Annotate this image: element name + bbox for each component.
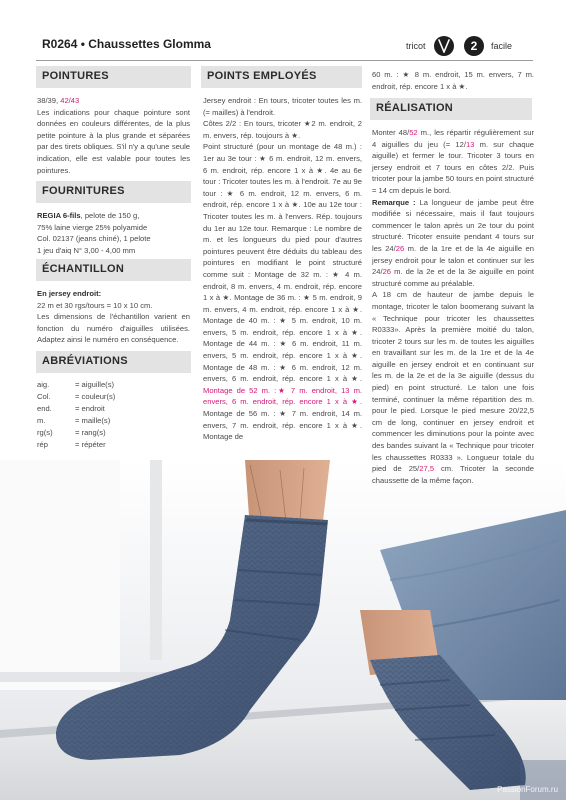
- talon-size: 27,5: [419, 464, 435, 474]
- fournitures-text: [37, 210, 197, 256]
- abbr-value: = couleur(s): [75, 392, 116, 401]
- abbr-key: rg(s): [37, 428, 53, 437]
- pattern-name: Chaussettes Glomma: [88, 37, 211, 51]
- abbr-key: m.: [37, 416, 46, 425]
- yarn-color: Col. 02137 (jeans chiné), 1 pelote: [37, 234, 151, 244]
- jersey-endroit-text: Jersey endroit : En tours, tricoter toutes les m. (= mailles) à l'endroit.: [203, 96, 362, 117]
- realisation-p1-end: m. sur chaque aiguille) et fermer le tour. Tricoter 3 tours en jersey endroit et 7 tours en côtes 2/2. Puis tricoter pour la jambe 50 tours en point structuré = 14 cm depuis le bord.: [372, 139, 534, 195]
- realisation-p1-size: 52: [409, 128, 418, 137]
- realisation-heading: RÉALISATION: [376, 102, 454, 114]
- pointures-text: [37, 95, 190, 176]
- yarn-name: REGIA 6-fils: [37, 211, 81, 220]
- knitting-needles-icon: [434, 36, 454, 56]
- remarque-cont: m. de la 1re et de la 4e aiguille en jersey endroit pour le talon et continuer sur les 24/: [372, 243, 535, 277]
- pointures-heading: POINTURES: [42, 70, 109, 82]
- pattern-title: R0264 • Chaussettes Glomma: [42, 37, 211, 51]
- remarque-label: Remarque :: [372, 197, 416, 207]
- realisation-p1-size2: 13: [465, 139, 475, 149]
- abbr-key: end.: [37, 404, 52, 413]
- point-structure-text-end: Montage de 56 m. : ★ 7 m. endroit, 14 m. envers, 7 m. endroit, rép. encore 1 x à ★. Montage de: [203, 409, 362, 442]
- difficulty-label: facile: [491, 41, 513, 51]
- abbr-key: rép: [37, 440, 48, 449]
- remarque-text: La longueur de jambe peut être modifiée si nécessaire, mais il faut toujours commencer le talon après un 2e tour du point structuré. Tricoter ensuite pendant 4 tours sur les 24/: [372, 197, 535, 253]
- fournitures-heading-bar: [36, 181, 191, 203]
- abbr-key: aig.: [37, 380, 50, 389]
- points-heading-bar: [201, 66, 362, 88]
- echantillon-heading: ÉCHANTILLON: [42, 263, 125, 275]
- abbr-key: Col.: [37, 392, 51, 401]
- socks-photo: [0, 460, 566, 800]
- points-heading: POINTS EMPLOYÉS: [207, 70, 317, 82]
- abbr-value: = endroit: [75, 404, 105, 413]
- remarque-size: 26: [395, 243, 405, 253]
- point-structure-highlight: Montage de 52 m. :★ 7 m. endroit, 13 m. envers, 6 m. endroit, rép. encore 1 x à ★.: [203, 385, 362, 407]
- echantillon-heading-bar: [36, 259, 191, 281]
- difficulty-level-badge: 2: [464, 36, 484, 56]
- remarque-end: m. de la 2e et de la 3e aiguille en point structuré comme au préalable.: [372, 267, 534, 288]
- gauge-value: 22 m et 30 rgs/tours = 10 x 10 cm.: [37, 300, 153, 310]
- abbr-value: = aiguille(s): [75, 380, 115, 389]
- remarque-size2: 26: [382, 267, 392, 277]
- gauge-note: Les dimensions de l'échantillon varient en fonction du numéro d'aiguilles utilisées. Adaptez ainsi le numéro en conséquence.: [37, 312, 190, 345]
- pattern-code: R0264: [42, 37, 78, 51]
- abbr-value: = rang(s): [75, 428, 106, 437]
- realisation-p1-cont: m., les répartir régulièrement sur 4 aiguilles du jeu (= 12/: [372, 128, 534, 149]
- yarn-composition: 75% laine vierge 25% polyamide: [37, 222, 148, 232]
- abbr-value: = répéter: [75, 440, 106, 449]
- size-small: 38/39,: [37, 96, 61, 105]
- points-continuation: 60 m. : ★ 8 m. endroit, 15 m. envers, 7 m. endroit, rép. encore 1 x à ★.: [372, 70, 534, 91]
- watermark: PassionForum.ru: [497, 785, 558, 794]
- talon-text: A 18 cm de hauteur de jambe depuis le montage, tricoter le talon boomerang suivant la « Technique pour tricoter les chaussettes R0333». Après la première moitié du talon, tricoter 2 tours sur les m. de toutes les aiguilles en travaillant sur les m. de la 1re et de la 4e aiguille en jersey endroit et en continuant sur les m. de la 2e et de la 3e aiguille (dessus du pied) en point structuré. Le talon une fois terminé, continuer la même répartition des m. pour le pied. Lorsque le pied mesure 20/22,5 cm de long, continuer en jersey endroit et commencer les diminutions pour la pointe avec des bandes suivant la « Technique pour tricoter les chaussettes R0333 ». Longueur totale du pied de 25/: [372, 290, 534, 474]
- yarn-weight: , pelote de 150 g,: [80, 211, 140, 220]
- fournitures-heading: FOURNITURES: [42, 185, 125, 197]
- talon-end: cm. Tricoter la seconde chaussette de la même façon.: [372, 464, 534, 485]
- realisation-p1: Monter 48/: [372, 128, 410, 137]
- abbr-value: = maille(s): [75, 416, 111, 425]
- abreviations-heading-bar: [36, 351, 191, 373]
- abreviations-heading: ABRÉVIATIONS: [42, 355, 128, 367]
- needle-size: 1 jeu d'aiq N° 3,00 - 4,00 mm: [37, 245, 136, 255]
- point-structure-text: Point structuré (pour un montage de 48 m.) : 1er au 3e tour : ★ 6 m. endroit, 12 m. envers, 6 m. endroit, rép. encore 1 x à ★. 4e au 6e tour : Tricoter toutes les m. à l'endroit. 7e au 9e tour : ★ 6 m. endroit, 12 m. envers, 6 m. endroit, rép. encore 1 x à ★. 10e au 12e tour : Tricoter toutes les m. à l'envers. Rép. toujours du 1er au 12e tour. Remarque : Le nombre de m. et les longueurs du pied pour d'autres pointures peuvent être déduits du tableau des pointures en modifiant le point structuré comme suit : Montage de 32 m. : ★ 4 m. endroit, 8 m. envers, 4 m. endroit, rép. encore 1 x à ★. Montage de 36 m. : ★ 5 m. endroit, 9 m. envers, 4 m. endroit, rép. encore 1 x à ★. Montage de 40 m. : ★ 5 m. endroit, 10 m. envers, 5 m. endroit, rép. encore 1 x à ★. Montage de 44 m. : ★ 6 m. endroit, 11 m. envers, 5 m. endroit, rép. encore 1 x à ★. Montage de 48 m. : ★ 6 m. endroit, 12 m. envers, 6 m. endroit, rép. encore 1 x à ★.: [203, 142, 362, 384]
- page-header: [36, 34, 533, 61]
- craft-label: tricot: [406, 41, 426, 51]
- points-text: [203, 95, 362, 443]
- pointures-body: Les indications pour chaque pointure sont données en couleurs différentes, de la plus petite pointure à la plus grande et séparées par des tirets obliques. S'il n'y a qu'une seule indication, elle est valable pour toutes les pointures.: [37, 107, 190, 175]
- realisation-heading-bar: [370, 98, 532, 120]
- realisation-text: [372, 127, 534, 486]
- size-large: 42/43: [60, 96, 80, 105]
- pointures-heading-bar: [36, 66, 191, 88]
- echantillon-text: [37, 288, 190, 346]
- cotes-text: Côtes 2/2 : En tours, tricoter ★2 m. endroit, 2 m. envers, rép. toujours à ★.: [203, 119, 362, 140]
- gauge-subtitle: En jersey endroit:: [37, 289, 102, 298]
